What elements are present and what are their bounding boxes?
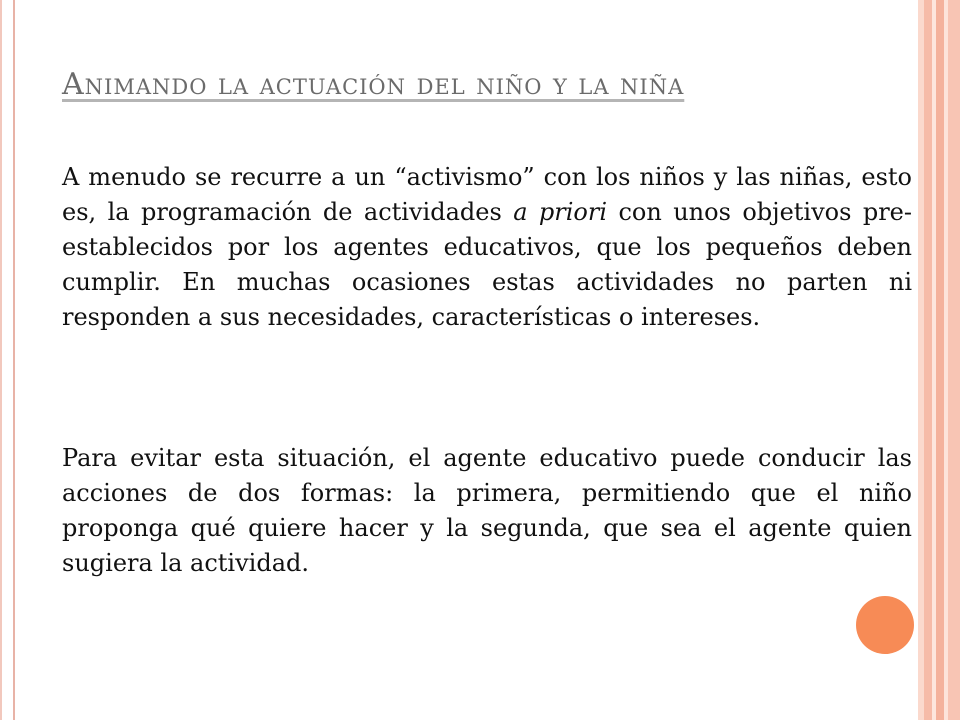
paragraph-1-text-b: con unos objetivos pre-establecidos por los agentes educativos, que los pequeños deben cumplir. En muchas ocasiones estas actividades no parten ni responden a sus necesidades, características o intereses. bbox=[62, 198, 912, 331]
right-stripe bbox=[948, 0, 960, 720]
right-stripe bbox=[936, 0, 944, 720]
right-stripe bbox=[924, 0, 932, 720]
left-border-line bbox=[0, 0, 2, 720]
left-decorative-border bbox=[0, 0, 15, 720]
paragraph-1-italic: a priori bbox=[513, 198, 608, 226]
decorative-circle bbox=[856, 596, 914, 654]
slide-title: Animando la actuación del niño y la niña bbox=[62, 67, 685, 102]
paragraph-1 bbox=[62, 160, 912, 335]
paragraph-2: Para evitar esta situación, el agente educativo puede conducir las acciones de dos formas: la primera, permitiendo que el niño proponga qué quiere hacer y la segunda, que sea el agente quien sugiera la actividad. bbox=[62, 444, 912, 577]
paragraph-1-text-a: A menudo se recurre a un “activismo” con los niños y las niñas, esto es, la programación de actividades bbox=[62, 163, 912, 226]
